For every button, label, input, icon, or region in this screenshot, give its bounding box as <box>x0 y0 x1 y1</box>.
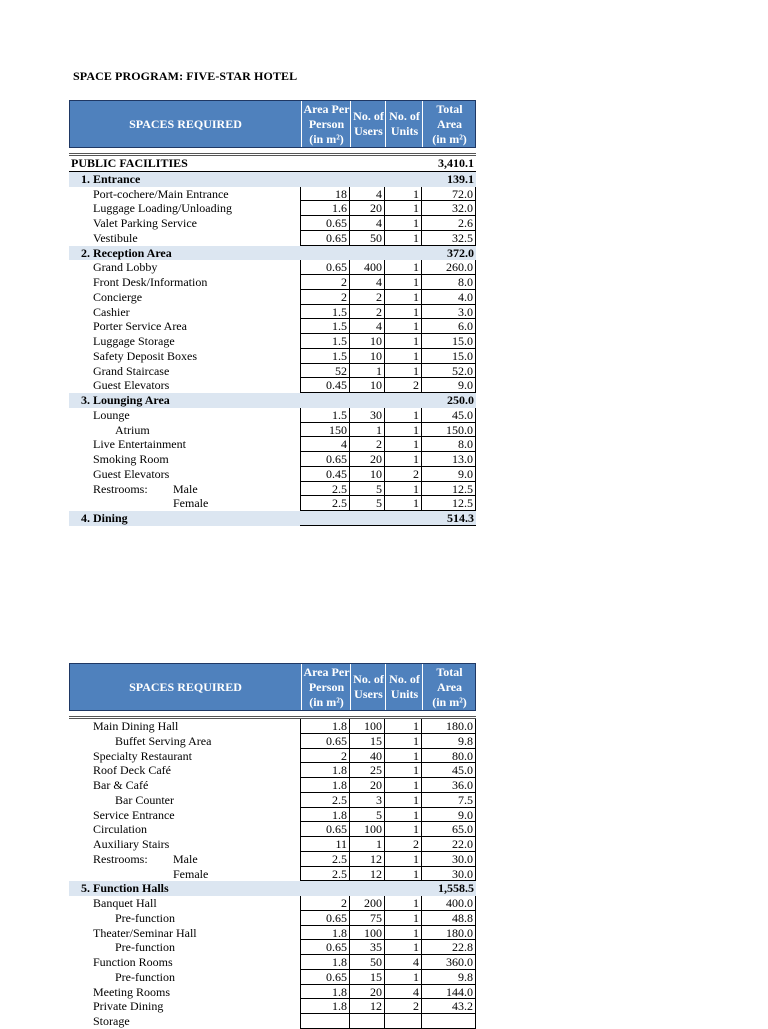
table-row <box>69 837 476 852</box>
total-area-cell: 13.0 <box>422 452 476 467</box>
users-cell: 12 <box>350 852 385 867</box>
units-cell: 1 <box>385 231 422 246</box>
header-total-area: Total Area (in m²) <box>422 101 476 147</box>
subtotal-cell: 372.0 <box>447 245 474 260</box>
total-area-cell: 65.0 <box>422 822 476 837</box>
total-area-cell: 400.0 <box>422 896 476 911</box>
total-area-cell: 9.0 <box>422 378 476 393</box>
users-cell: 1 <box>350 837 385 852</box>
space-label: Safety Deposit Boxes <box>93 348 197 363</box>
units-cell: 1 <box>385 926 422 941</box>
users-cell: 10 <box>350 467 385 482</box>
area-per-person-cell: 2 <box>300 896 350 911</box>
users-cell: 12 <box>350 999 385 1014</box>
total-area-cell: 9.8 <box>422 970 476 985</box>
section-row <box>69 393 476 408</box>
space-label: Restrooms: <box>93 851 148 866</box>
area-per-person-cell: 2.5 <box>300 793 350 808</box>
units-cell: 2 <box>385 837 422 852</box>
total-area-cell: 6.0 <box>422 319 476 334</box>
table-row <box>69 940 476 955</box>
area-per-person-cell: 1.8 <box>300 719 350 734</box>
space-label: Private Dining <box>93 999 164 1014</box>
header-spaces-required: SPACES REQUIRED <box>129 679 242 694</box>
table-row <box>69 970 476 985</box>
table-row <box>69 896 476 911</box>
units-cell: 1 <box>385 437 422 452</box>
area-per-person-cell: 0.65 <box>300 216 350 231</box>
space-sublabel: Female <box>173 866 209 881</box>
table-row <box>69 808 476 823</box>
total-area-cell: 180.0 <box>422 926 476 941</box>
users-cell: 5 <box>350 808 385 823</box>
users-cell: 2 <box>350 305 385 320</box>
users-cell: 15 <box>350 970 385 985</box>
table-row <box>69 231 476 246</box>
users-cell: 400 <box>350 260 385 275</box>
table-row <box>69 305 476 320</box>
category-row <box>69 156 476 172</box>
units-cell: 1 <box>385 778 422 793</box>
units-cell: 1 <box>385 911 422 926</box>
space-label: Buffet Serving Area <box>115 733 212 748</box>
table-header <box>69 663 476 711</box>
units-cell: 2 <box>385 467 422 482</box>
units-cell: 1 <box>385 734 422 749</box>
table-row <box>69 378 476 393</box>
space-label: Guest Elevators <box>93 378 170 393</box>
users-cell: 40 <box>350 749 385 764</box>
area-per-person-cell: 11 <box>300 837 350 852</box>
units-cell: 1 <box>385 349 422 364</box>
users-cell: 100 <box>350 822 385 837</box>
users-cell: 20 <box>350 778 385 793</box>
area-per-person-cell: 0.65 <box>300 452 350 467</box>
subtotal-cell: 139.1 <box>447 171 474 186</box>
total-area-cell: 144.0 <box>422 985 476 1000</box>
total-area-cell: 7.5 <box>422 793 476 808</box>
table-row <box>69 985 476 1000</box>
area-per-person-cell: 18 <box>300 187 350 202</box>
table-row <box>69 911 476 926</box>
total-area-cell: 80.0 <box>422 749 476 764</box>
units-cell: 1 <box>385 867 422 882</box>
header-no-of-units: No. of Units <box>385 101 423 147</box>
users-cell: 50 <box>350 231 385 246</box>
space-label: Guest Elevators <box>93 466 170 481</box>
units-cell: 1 <box>385 305 422 320</box>
space-label: Function Rooms <box>93 955 173 969</box>
units-cell: 1 <box>385 970 422 985</box>
table-row <box>69 763 476 778</box>
space-sublabel: Female <box>173 496 209 511</box>
units-cell <box>385 1014 422 1029</box>
space-label: Bar Counter <box>115 792 174 807</box>
units-cell: 1 <box>385 749 422 764</box>
area-per-person-cell: 1.8 <box>300 763 350 778</box>
table-body <box>69 156 476 526</box>
total-area-cell: 22.8 <box>422 940 476 955</box>
section-row <box>69 511 476 526</box>
total-area-cell: 150.0 <box>422 423 476 438</box>
table-header <box>69 100 476 148</box>
units-cell: 1 <box>385 896 422 911</box>
table-row <box>69 778 476 793</box>
area-per-person-cell: 1.8 <box>300 955 350 970</box>
space-label: Specialty Restaurant <box>93 748 192 763</box>
header-divider <box>69 148 476 156</box>
space-label: Port-cochere/Main Entrance <box>93 186 229 201</box>
users-cell: 75 <box>350 911 385 926</box>
table-row <box>69 275 476 290</box>
units-cell: 4 <box>385 955 422 970</box>
units-cell: 1 <box>385 187 422 202</box>
total-area-cell: 2.6 <box>422 216 476 231</box>
total-area-cell: 4.0 <box>422 290 476 305</box>
space-label: Circulation <box>93 822 147 837</box>
area-per-person-cell: 1.5 <box>300 319 350 334</box>
users-cell: 1 <box>350 423 385 438</box>
table-row <box>69 482 476 497</box>
area-per-person-cell: 2 <box>300 290 350 305</box>
total-area-cell: 3.0 <box>422 305 476 320</box>
section-row <box>69 172 476 187</box>
users-cell: 2 <box>350 290 385 305</box>
table-row <box>69 423 476 438</box>
users-cell: 1 <box>350 364 385 379</box>
area-per-person-cell: 150 <box>300 423 350 438</box>
area-per-person-cell: 2.5 <box>300 482 350 497</box>
table-body <box>69 719 476 1029</box>
header-total-area: Total Area (in m²) <box>422 664 476 710</box>
space-label: 3. Lounging Area <box>81 393 170 407</box>
table-row <box>69 999 476 1014</box>
users-cell: 100 <box>350 926 385 941</box>
total-area-cell: 12.5 <box>422 482 476 497</box>
table-row <box>69 749 476 764</box>
total-area-cell: 48.8 <box>422 911 476 926</box>
table-row <box>69 216 476 231</box>
users-cell: 4 <box>350 319 385 334</box>
section-row <box>69 881 476 896</box>
table-row <box>69 1014 476 1029</box>
users-cell: 20 <box>350 985 385 1000</box>
units-cell: 1 <box>385 940 422 955</box>
space-label: Grand Staircase <box>93 363 170 378</box>
subtotal-cell: 250.0 <box>447 393 474 407</box>
table-row <box>69 926 476 941</box>
space-label: Luggage Storage <box>93 334 175 348</box>
area-per-person-cell: 1.8 <box>300 808 350 823</box>
total-area-cell: 32.5 <box>422 231 476 246</box>
table-row <box>69 408 476 423</box>
users-cell: 25 <box>350 763 385 778</box>
users-cell: 4 <box>350 275 385 290</box>
users-cell: 10 <box>350 334 385 349</box>
users-cell: 100 <box>350 719 385 734</box>
subtotal-cell: 3,410.1 <box>438 156 474 170</box>
area-per-person-cell: 2 <box>300 749 350 764</box>
total-area-cell: 9.8 <box>422 734 476 749</box>
units-cell: 2 <box>385 999 422 1014</box>
total-area-cell: 30.0 <box>422 852 476 867</box>
area-per-person-cell: 0.65 <box>300 940 350 955</box>
table-row <box>69 467 476 482</box>
space-label: Concierge <box>93 289 143 304</box>
area-per-person-cell: 0.65 <box>300 970 350 985</box>
users-cell: 10 <box>350 378 385 393</box>
total-area-cell: 36.0 <box>422 778 476 793</box>
area-per-person-cell: 2 <box>300 275 350 290</box>
area-per-person-cell: 2.5 <box>300 496 350 511</box>
space-label: Front Desk/Information <box>93 275 208 289</box>
header-no-of-users: No. of Users <box>350 101 386 147</box>
space-label: Meeting Rooms <box>93 984 170 999</box>
header-area-per-person: Area Per Person (in m²) <box>301 664 351 710</box>
space-label: Pre-function <box>115 940 175 955</box>
area-per-person-cell: 2.5 <box>300 852 350 867</box>
users-cell: 4 <box>350 216 385 231</box>
units-cell: 1 <box>385 496 422 511</box>
table-row <box>69 734 476 749</box>
space-label: Lounge <box>93 407 130 422</box>
units-cell: 1 <box>385 319 422 334</box>
total-area-cell: 260.0 <box>422 260 476 275</box>
section-row <box>69 246 476 261</box>
area-per-person-cell: 0.65 <box>300 822 350 837</box>
total-area-cell: 45.0 <box>422 408 476 423</box>
area-per-person-cell: 0.65 <box>300 734 350 749</box>
area-per-person-cell: 0.45 <box>300 378 350 393</box>
space-label: Cashier <box>93 304 130 319</box>
space-label: 2. Reception Area <box>81 245 172 260</box>
total-area-cell: 72.0 <box>422 187 476 202</box>
units-cell: 1 <box>385 260 422 275</box>
total-area-cell: 8.0 <box>422 437 476 452</box>
space-label: Banquet Hall <box>93 896 157 910</box>
table-row <box>69 364 476 379</box>
total-area-cell: 22.0 <box>422 837 476 852</box>
area-per-person-cell <box>300 1014 350 1029</box>
total-area-cell: 360.0 <box>422 955 476 970</box>
space-table-1 <box>69 100 476 526</box>
space-label: Smoking Room <box>93 452 169 466</box>
units-cell: 1 <box>385 763 422 778</box>
users-cell: 3 <box>350 793 385 808</box>
table-row <box>69 319 476 334</box>
units-cell: 1 <box>385 275 422 290</box>
table-row <box>69 187 476 202</box>
table-row <box>69 822 476 837</box>
total-area-cell <box>422 1014 476 1029</box>
users-cell: 35 <box>350 940 385 955</box>
units-cell: 1 <box>385 423 422 438</box>
space-sublabel: Male <box>173 851 198 866</box>
area-per-person-cell: 0.65 <box>300 260 350 275</box>
table-row <box>69 496 476 511</box>
users-cell: 12 <box>350 867 385 882</box>
table-row <box>69 201 476 216</box>
users-cell: 30 <box>350 408 385 423</box>
space-label: PUBLIC FACILITIES <box>71 156 188 170</box>
space-label: Service Entrance <box>93 807 175 822</box>
area-per-person-cell: 4 <box>300 437 350 452</box>
area-per-person-cell: 1.6 <box>300 201 350 216</box>
table-row <box>69 719 476 734</box>
space-table-2 <box>69 663 476 1029</box>
area-per-person-cell: 0.45 <box>300 467 350 482</box>
units-cell: 1 <box>385 793 422 808</box>
total-area-cell: 9.0 <box>422 808 476 823</box>
space-label: Auxiliary Stairs <box>93 837 170 851</box>
subtotal-cell: 1,558.5 <box>438 881 474 896</box>
total-area-cell: 15.0 <box>422 349 476 364</box>
units-cell: 1 <box>385 852 422 867</box>
space-label: Valet Parking Service <box>93 216 197 230</box>
area-per-person-cell: 1.5 <box>300 334 350 349</box>
total-area-cell: 180.0 <box>422 719 476 734</box>
area-per-person-cell: 1.5 <box>300 349 350 364</box>
space-label: Atrium <box>115 422 150 437</box>
space-label: Bar & Café <box>93 778 149 792</box>
area-per-person-cell: 1.8 <box>300 926 350 941</box>
total-area-cell: 9.0 <box>422 467 476 482</box>
total-area-cell: 15.0 <box>422 334 476 349</box>
area-per-person-cell: 0.65 <box>300 911 350 926</box>
total-area-cell: 8.0 <box>422 275 476 290</box>
header-area-per-person: Area Per Person (in m²) <box>301 101 351 147</box>
users-cell: 20 <box>350 201 385 216</box>
total-area-cell: 45.0 <box>422 763 476 778</box>
users-cell: 15 <box>350 734 385 749</box>
units-cell: 1 <box>385 201 422 216</box>
area-per-person-cell: 1.5 <box>300 408 350 423</box>
area-per-person-cell: 0.65 <box>300 231 350 246</box>
total-area-cell: 32.0 <box>422 201 476 216</box>
section-underline <box>300 525 476 526</box>
area-per-person-cell: 1.8 <box>300 778 350 793</box>
users-cell: 200 <box>350 896 385 911</box>
units-cell: 1 <box>385 408 422 423</box>
users-cell: 50 <box>350 955 385 970</box>
units-cell: 1 <box>385 216 422 231</box>
users-cell: 4 <box>350 187 385 202</box>
users-cell: 5 <box>350 496 385 511</box>
area-per-person-cell: 1.8 <box>300 999 350 1014</box>
table-row <box>69 867 476 882</box>
units-cell: 1 <box>385 452 422 467</box>
total-area-cell: 52.0 <box>422 364 476 379</box>
header-divider <box>69 711 476 719</box>
header-no-of-users: No. of Users <box>350 664 386 710</box>
document-title: SPACE PROGRAM: FIVE-STAR HOTEL <box>73 69 298 83</box>
space-label: Porter Service Area <box>93 319 187 334</box>
total-area-cell: 30.0 <box>422 867 476 882</box>
subtotal-cell: 514.3 <box>422 511 476 526</box>
space-label: 5. Function Halls <box>81 881 169 896</box>
area-per-person-cell: 1.8 <box>300 985 350 1000</box>
users-cell: 10 <box>350 349 385 364</box>
units-cell: 2 <box>385 378 422 393</box>
units-cell: 1 <box>385 482 422 497</box>
space-label: Luggage Loading/Unloading <box>93 201 232 216</box>
table-row <box>69 452 476 467</box>
space-label: Live Entertainment <box>93 437 186 452</box>
space-label: Grand Lobby <box>93 260 158 275</box>
units-cell: 1 <box>385 334 422 349</box>
table-row <box>69 852 476 867</box>
units-cell: 1 <box>385 822 422 837</box>
table-row <box>69 334 476 349</box>
units-cell: 1 <box>385 808 422 823</box>
space-label: 4. Dining <box>81 511 128 525</box>
space-label: Roof Deck Café <box>93 763 171 778</box>
table-row <box>69 955 476 970</box>
total-area-cell: 43.2 <box>422 999 476 1014</box>
area-per-person-cell: 52 <box>300 364 350 379</box>
table-row <box>69 437 476 452</box>
space-label: Theater/Seminar Hall <box>93 925 197 940</box>
header-spaces-required: SPACES REQUIRED <box>129 116 242 131</box>
header-no-of-units: No. of Units <box>385 664 423 710</box>
space-label: Pre-function <box>115 969 175 984</box>
space-label: Restrooms: <box>93 481 148 496</box>
users-cell <box>350 1014 385 1029</box>
area-per-person-cell: 1.5 <box>300 305 350 320</box>
table-row <box>69 260 476 275</box>
space-label: 1. Entrance <box>81 171 141 186</box>
table-row <box>69 793 476 808</box>
users-cell: 2 <box>350 437 385 452</box>
units-cell: 1 <box>385 290 422 305</box>
space-label: Storage <box>93 1014 130 1028</box>
total-area-cell: 12.5 <box>422 496 476 511</box>
units-cell: 1 <box>385 364 422 379</box>
table-row <box>69 349 476 364</box>
area-per-person-cell: 2.5 <box>300 867 350 882</box>
users-cell: 20 <box>350 452 385 467</box>
space-label: Main Dining Hall <box>93 719 179 733</box>
space-label: Vestibule <box>93 230 138 245</box>
units-cell: 4 <box>385 985 422 1000</box>
table-row <box>69 290 476 305</box>
space-label: Pre-function <box>115 910 175 925</box>
users-cell: 5 <box>350 482 385 497</box>
units-cell: 1 <box>385 719 422 734</box>
space-sublabel: Male <box>173 481 198 496</box>
